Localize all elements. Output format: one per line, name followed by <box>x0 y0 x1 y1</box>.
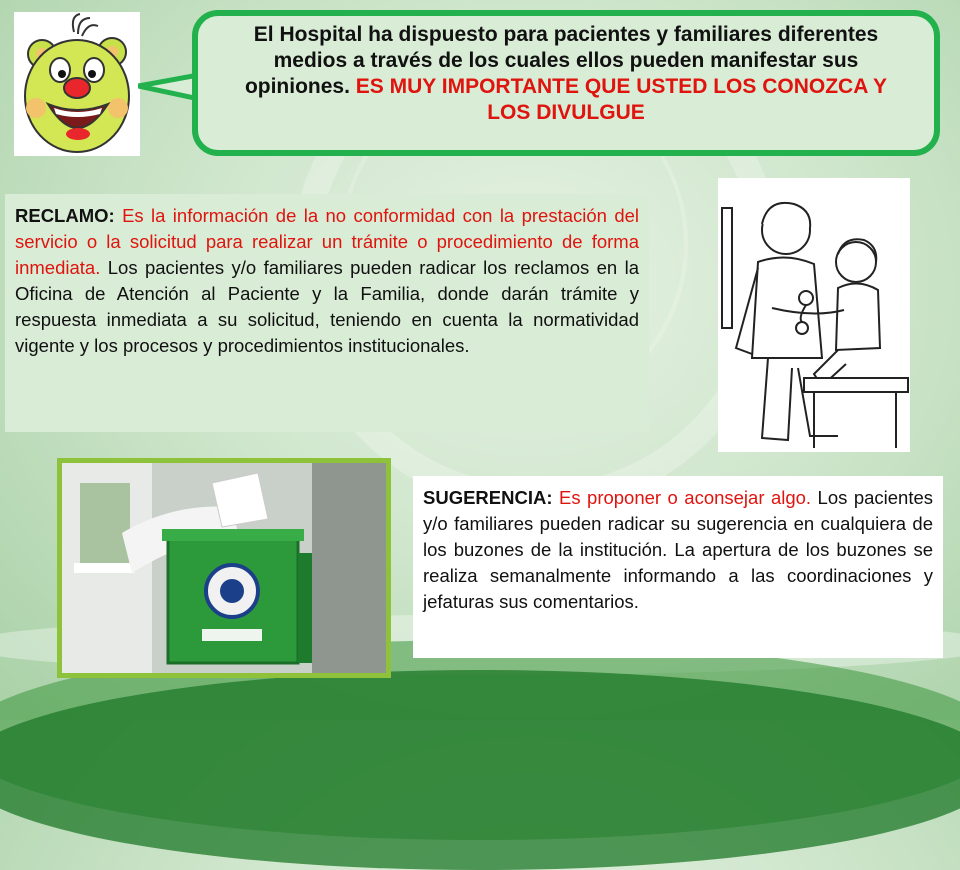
suggestion-box-photo-icon <box>62 463 386 673</box>
background-wave-dark <box>0 670 960 870</box>
sugerencia-definition: Es proponer o aconsejar algo. <box>558 487 812 508</box>
sugerencia-body: Los pacientes y/o familiares pueden radicar su sugerencia en cualquiera de los buzones de la institución. La apertura de los buzones se realiza semanalmente informando a las coordinaciones y jefaturas sus comentarios. <box>423 487 934 612</box>
sugerencia-panel <box>413 476 943 658</box>
mascot-image <box>14 12 140 156</box>
doctor-child-illustration <box>718 178 910 452</box>
doctor-child-drawing-icon <box>718 178 910 452</box>
reclamo-label: RECLAMO: <box>15 205 115 226</box>
sugerencia-label: SUGERENCIA: <box>423 487 553 508</box>
reclamo-definition: Es la información de la no conformidad con la prestación del servicio o la solicitud para realizar un trámite o procedimiento de forma inmediata. <box>15 205 640 278</box>
reclamo-panel <box>5 194 649 432</box>
bubble-intro-text: El Hospital ha dispuesto para pacientes y familiares diferentes medios a través de los cuales ellos pueden manifestar sus opiniones. <box>244 23 879 98</box>
reclamo-body: Los pacientes y/o familiares pueden radicar los reclamos en la Oficina de Atención al Paciente y la Familia, donde darán trámite y respuesta inmediata a su solicitud, teniendo en cuenta la normatividad vigente y los procesos y procedimientos institucionales. <box>15 257 640 356</box>
speech-bubble <box>192 10 940 156</box>
mascot-lion-icon <box>14 12 140 156</box>
suggestion-box-photo <box>57 458 391 678</box>
bubble-highlight-text: ES MUY IMPORTANTE QUE USTED LOS CONOZCA Y LOS DIVULGUE <box>355 75 888 124</box>
